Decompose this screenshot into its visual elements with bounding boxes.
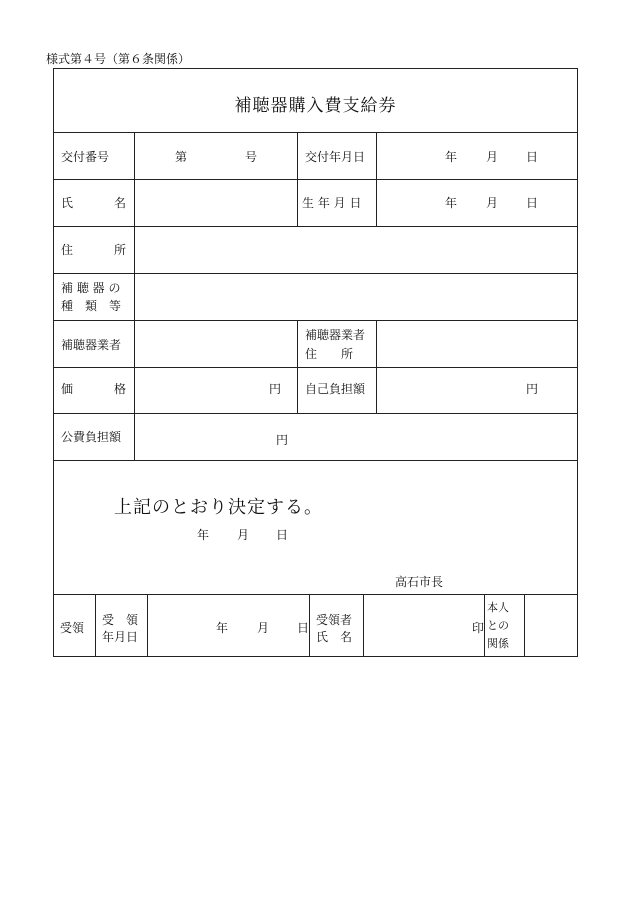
device-type-label-second: 種 類 等 [61, 299, 122, 313]
receipt-date-label-second: 年月日 [102, 630, 139, 644]
column-divider [297, 179, 298, 226]
row-divider [54, 413, 577, 414]
birthdate-month: 月 [486, 196, 499, 210]
row-divider [54, 273, 577, 274]
price-yen: 円 [269, 382, 282, 396]
row-divider [54, 320, 577, 321]
public-pay-yen: 円 [276, 433, 289, 447]
self-pay-label: 自己負担額 [305, 382, 366, 396]
device-type-label-first: 補 聴 器 の [61, 281, 121, 295]
price-label-second: 格 [114, 382, 127, 396]
row-divider [54, 132, 577, 133]
decision-year: 年 [197, 528, 210, 542]
voucher-form [53, 68, 578, 657]
row-divider [54, 460, 577, 461]
name-label-first: 氏 [61, 196, 74, 210]
public-pay-label: 公費負担額 [61, 430, 122, 444]
name-label-second: 名 [114, 196, 127, 210]
receipt-label: 受領 [60, 621, 85, 635]
birthdate-label: 生 年 月 日 [302, 196, 362, 210]
row-divider [54, 594, 577, 595]
relation-label-first: 本人 [487, 601, 509, 614]
row-divider [54, 226, 577, 227]
column-divider [297, 320, 298, 413]
price-label-first: 価 [61, 382, 74, 396]
issue-date-month: 月 [486, 150, 499, 164]
column-divider [309, 594, 310, 656]
decision-statement: 上記のとおり決定する。 [114, 497, 323, 518]
dealer-label: 補聴器業者 [61, 338, 122, 352]
issue-date-year: 年 [445, 150, 458, 164]
receipt-date-label-first: 受 領 [102, 613, 139, 627]
issue-number-label: 交付番号 [61, 150, 110, 164]
receipt-date-year: 年 [216, 621, 229, 635]
column-divider [147, 594, 148, 656]
issue-number-go: 号 [245, 150, 258, 164]
relation-label-third: 関係 [487, 637, 509, 650]
recipient-label-first: 受領者 [316, 613, 353, 627]
issue-date-label: 交付年月日 [305, 150, 366, 164]
address-label-first: 住 [61, 243, 74, 257]
row-divider [54, 367, 577, 368]
seal-mark: 印 [472, 621, 485, 635]
relation-label-second: との [487, 619, 509, 632]
issue-date-day: 日 [526, 150, 539, 164]
receipt-date-day: 日 [297, 621, 310, 635]
column-divider [376, 320, 377, 413]
decision-month: 月 [237, 528, 250, 542]
column-divider [95, 594, 96, 656]
recipient-label-second: 氏 名 [316, 630, 353, 644]
column-divider [363, 594, 364, 656]
self-pay-yen: 円 [526, 382, 539, 396]
form-reference: 様式第４号（第６条関係） [46, 52, 191, 66]
issuer-name: 高石市長 [395, 575, 444, 589]
column-divider [376, 132, 377, 226]
address-label-second: 所 [114, 243, 127, 257]
dealer-address-label-second: 住 所 [305, 347, 354, 361]
row-divider [54, 179, 577, 180]
form-title: 補聴器購入費支給券 [234, 96, 397, 116]
column-divider [524, 594, 525, 656]
birthdate-day: 日 [526, 196, 539, 210]
birthdate-year: 年 [445, 196, 458, 210]
column-divider [484, 594, 485, 656]
receipt-date-month: 月 [257, 621, 270, 635]
column-divider [297, 132, 298, 179]
decision-day: 日 [276, 528, 289, 542]
dealer-address-label-first: 補聴器業者 [305, 328, 366, 342]
issue-number-dai: 第 [175, 150, 188, 164]
column-divider [134, 132, 135, 460]
